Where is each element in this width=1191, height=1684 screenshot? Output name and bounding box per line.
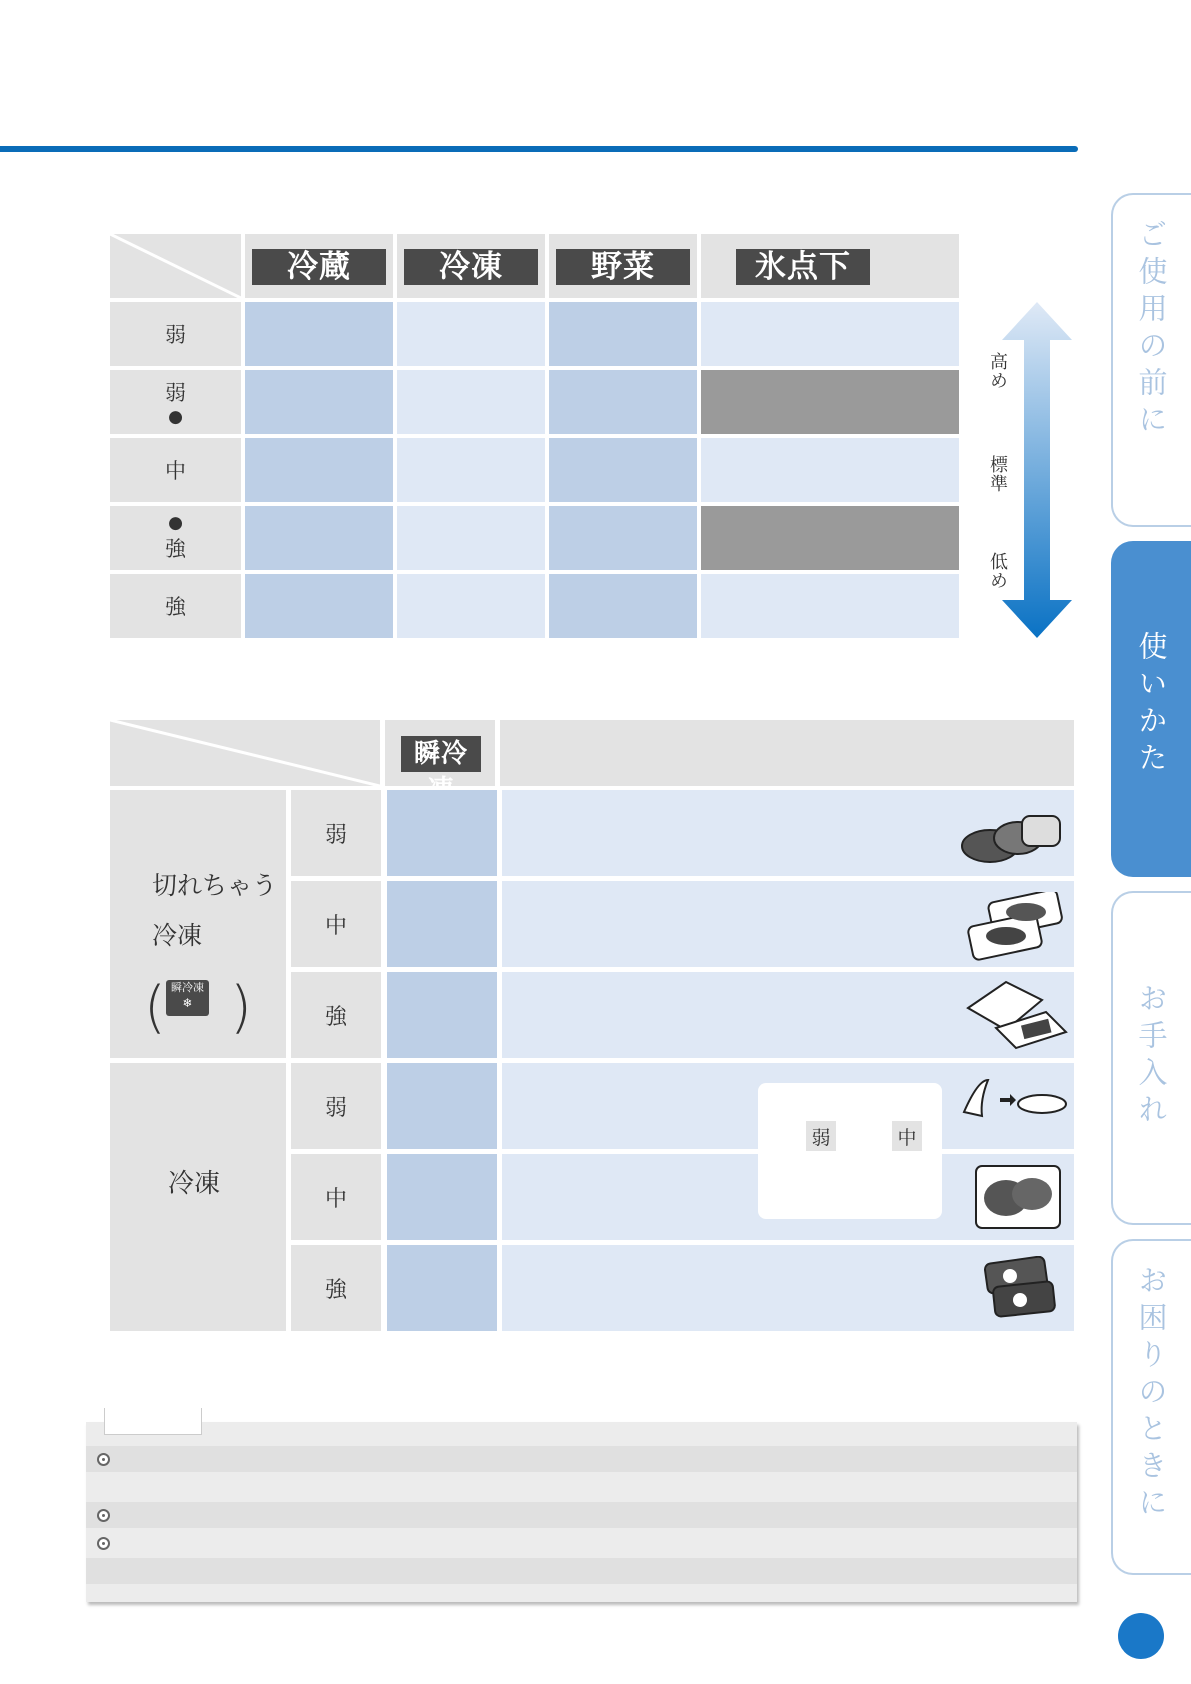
table-cell xyxy=(245,302,393,366)
table-cell xyxy=(245,370,393,434)
banana-icon xyxy=(958,1076,1068,1124)
diagonal-line xyxy=(110,234,241,298)
row-label: 強 xyxy=(110,574,241,638)
level-label: 中 xyxy=(291,881,381,967)
row-label: 弱 ● xyxy=(110,370,241,434)
snowflake-icon: ❄ xyxy=(182,996,193,1010)
level-label: 強 xyxy=(291,972,381,1058)
frozen-meat-bag-icon xyxy=(972,1162,1064,1232)
table1-header-cell xyxy=(245,234,393,298)
table1-header-cell xyxy=(549,234,697,298)
notes-panel xyxy=(86,1422,1077,1602)
level-label: 中 xyxy=(291,1154,381,1240)
table-cell xyxy=(549,438,697,502)
table2-header-wide xyxy=(500,720,1074,786)
page-number-badge xyxy=(1118,1613,1164,1659)
row-label: 中 xyxy=(110,438,241,502)
table-cell xyxy=(387,972,497,1058)
table-cell xyxy=(387,881,497,967)
table-cell xyxy=(245,574,393,638)
header-label-freezer: 冷凍 xyxy=(404,249,538,285)
meat-block-icon xyxy=(960,808,1064,868)
tab-how-to-use[interactable]: 使いかた xyxy=(1111,541,1191,877)
note-stripe xyxy=(86,1502,1077,1528)
tab-before-use[interactable]: ご使用の前に xyxy=(1111,193,1191,527)
row-label: ● 強 xyxy=(110,506,241,570)
group-title: 冷凍 xyxy=(168,1169,221,1199)
scale-label-standard: 標準 xyxy=(987,455,1008,493)
quick-freeze-button-icon: 瞬冷凍 ❄ xyxy=(166,980,209,1016)
group-title-line1: 切れちゃう xyxy=(152,871,278,900)
table-cell xyxy=(245,506,393,570)
note-bullet-icon xyxy=(97,1537,110,1550)
header-label-quick-freeze: 瞬冷 xyxy=(401,736,481,772)
miso-pickle-pack-icon xyxy=(966,978,1070,1052)
table-cell xyxy=(387,1063,497,1149)
note-badge-weak: 弱 xyxy=(806,1121,836,1151)
note-bullet-icon xyxy=(97,1509,110,1522)
table-cell xyxy=(701,302,959,366)
table-cell xyxy=(549,370,697,434)
row-label: 弱 xyxy=(110,302,241,366)
header-label-subzero: 氷点下 xyxy=(736,249,870,285)
header-label-vegetable: 野菜 xyxy=(556,249,690,285)
table1-corner xyxy=(110,234,241,298)
table-cell xyxy=(387,1154,497,1240)
tab-care[interactable]: お手入れ xyxy=(1111,891,1191,1225)
notes-tab xyxy=(104,1408,202,1435)
group-title-line2: 冷凍 xyxy=(152,921,203,950)
table-cell xyxy=(245,438,393,502)
tab-troubleshooting[interactable]: お困りのときに xyxy=(1111,1239,1191,1575)
temperature-scale-arrow xyxy=(1000,300,1074,640)
table1-header-cell xyxy=(397,234,545,298)
table-cell xyxy=(701,574,959,638)
table-cell xyxy=(387,1245,497,1331)
table-cell xyxy=(397,438,545,502)
packed-meat-trays-icon xyxy=(964,892,1064,962)
diagonal-line xyxy=(110,720,380,786)
level-label: 強 xyxy=(291,1245,381,1331)
note-stripe xyxy=(86,1558,1077,1584)
table-cell xyxy=(549,506,697,570)
frozen-food-packs-icon xyxy=(980,1256,1060,1320)
scale-label-low: 低め xyxy=(987,552,1008,590)
level-label: 弱 xyxy=(291,790,381,876)
table-cell xyxy=(397,370,545,434)
note-stripe xyxy=(86,1446,1077,1472)
table-cell xyxy=(701,370,959,434)
table1-header-cell xyxy=(701,234,959,298)
level-label: 弱 xyxy=(291,1063,381,1149)
header-label-fridge: 冷蔵 xyxy=(252,249,386,285)
table-cell xyxy=(549,574,697,638)
table2-header-cell xyxy=(385,720,495,786)
note-badge-medium: 中 xyxy=(892,1121,922,1151)
table-cell xyxy=(387,790,497,876)
note-bullet-icon xyxy=(97,1453,110,1466)
left-paren: ( xyxy=(144,975,166,1040)
table-cell xyxy=(549,302,697,366)
level-note-box xyxy=(758,1083,942,1219)
right-paren: ) xyxy=(230,975,252,1040)
table-cell xyxy=(397,574,545,638)
scale-label-high: 高め xyxy=(987,352,1008,390)
table-cell xyxy=(397,302,545,366)
group-label-freeze xyxy=(110,1063,286,1331)
table-cell xyxy=(701,438,959,502)
table-cell xyxy=(397,506,545,570)
table2-corner xyxy=(110,720,380,786)
group-label-cut-freeze xyxy=(110,790,286,1058)
header-rule xyxy=(0,146,1078,152)
table-cell xyxy=(701,506,959,570)
